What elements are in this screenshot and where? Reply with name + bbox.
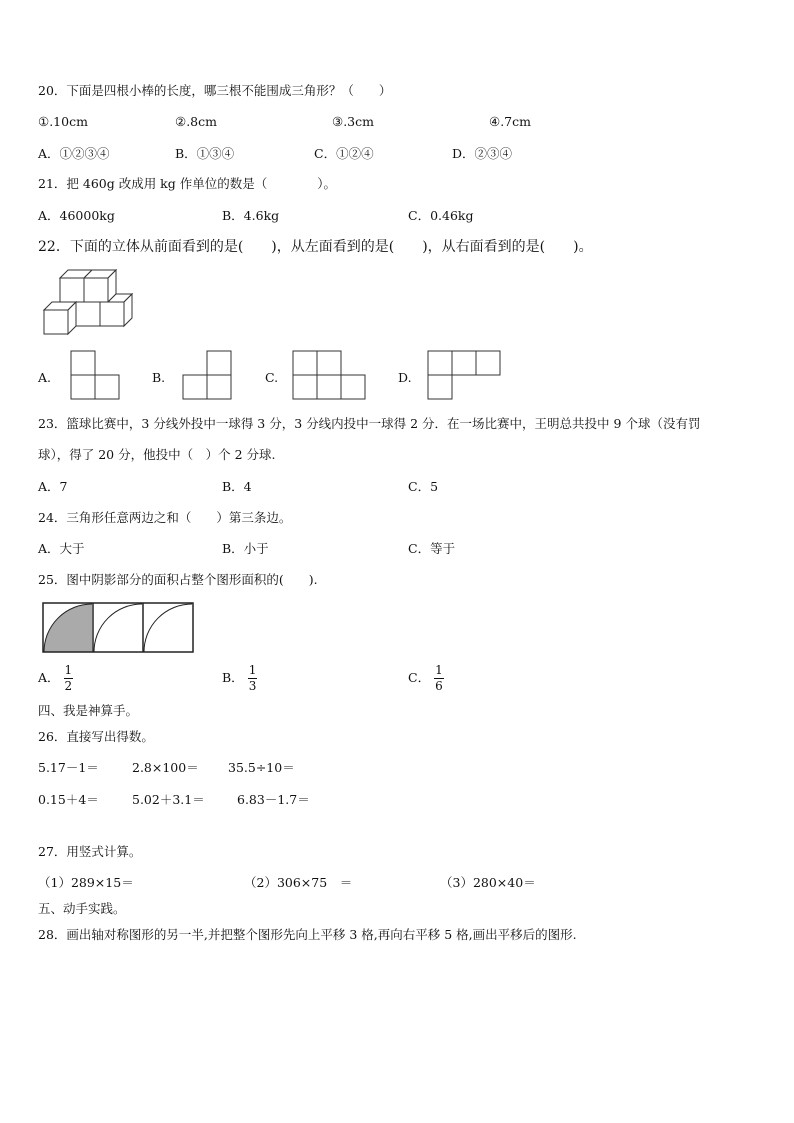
- q24-option-b[interactable]: B．小于: [222, 541, 269, 556]
- q20-stick-1: ①.10cm: [38, 114, 88, 129]
- q25-option-a-letter: A．: [38, 669, 60, 685]
- q22-option-d-figure: [427, 350, 501, 402]
- q25-option-c[interactable]: [408, 664, 444, 692]
- q26-expr-1: 5.17－1＝: [38, 760, 99, 775]
- q23-stem-line1: 23．篮球比赛中，3 分线外投中一球得 3 分，3 分线内投中一球得 2 分．在一场比赛中，王明总共投中 9 个球（没有罚: [38, 416, 701, 431]
- q27-item-1: （1）289×15＝: [38, 875, 134, 890]
- q22-stem: 22．下面的立体从前面看到的是( )，从左面看到的是( )，从右面看到的是( )。: [38, 239, 593, 255]
- q24-option-a[interactable]: A．大于: [38, 541, 85, 556]
- q20-stick-4: ④.7cm: [489, 114, 531, 129]
- q20-option-a[interactable]: A．①②③④: [38, 146, 110, 161]
- q22-option-d[interactable]: D.: [398, 370, 412, 385]
- q26-expr-5: 5.02＋3.1＝: [132, 792, 205, 807]
- q26-expr-3: 35.5÷10＝: [228, 760, 295, 775]
- fraction-numerator: 1: [435, 663, 443, 677]
- q22-option-a[interactable]: A.: [38, 370, 52, 385]
- q22-option-c-figure: [292, 350, 366, 402]
- q23-option-b[interactable]: B．4: [222, 479, 252, 494]
- section-4-heading: 四、我是神算手。: [38, 703, 139, 718]
- q23-stem-line2: 球），得了 20 分，他投中（ ）个 2 分球.: [38, 447, 276, 462]
- q20-option-b[interactable]: B．①③④: [175, 146, 235, 161]
- q27-stem: 27．用竖式计算。: [38, 844, 142, 859]
- q22-option-b-figure: [182, 350, 232, 402]
- q27-item-2: （2）306×75 ＝: [244, 875, 353, 890]
- section-5-heading: 五、动手实践。: [38, 901, 126, 916]
- q22-option-b[interactable]: B.: [152, 370, 166, 385]
- q20-option-d[interactable]: D．②③④: [452, 146, 513, 161]
- q24-option-c[interactable]: C．等于: [408, 541, 456, 556]
- q21-stem: 21．把 460g 改成用 kg 作单位的数是（ ）。: [38, 176, 336, 191]
- q25-option-c-fraction: [434, 664, 444, 692]
- q26-expr-6: 6.83－1.7＝: [237, 792, 310, 807]
- q20-stem: 20．下面是四根小棒的长度，哪三根不能围成三角形？（ ）: [38, 83, 392, 98]
- q21-option-c[interactable]: C．0.46kg: [408, 208, 474, 223]
- q20-stick-3: ③.3cm: [332, 114, 374, 129]
- fraction-denominator: 2: [64, 678, 73, 693]
- q22-option-a-figure: [70, 350, 120, 402]
- q24-stem: 24．三角形任意两边之和（ ）第三条边。: [38, 510, 292, 525]
- fraction-denominator: 3: [248, 678, 257, 693]
- q25-option-b-fraction: [248, 664, 258, 692]
- q23-option-a[interactable]: A．7: [38, 479, 68, 494]
- q22-solid-figure: [40, 268, 140, 338]
- q20-stick-2: ②.8cm: [175, 114, 217, 129]
- q27-item-3: （3）280×40＝: [440, 875, 536, 890]
- q25-shaded-figure: [42, 602, 196, 654]
- q20-option-c[interactable]: C．①②④: [314, 146, 374, 161]
- q25-option-b[interactable]: [222, 664, 257, 692]
- q26-expr-4: 0.15＋4＝: [38, 792, 99, 807]
- q21-option-b[interactable]: B．4.6kg: [222, 208, 280, 223]
- q28-stem: 28．画出轴对称图形的另一半,并把整个图形先向上平移 3 格,再向右平移 5 格,画出平移后的图形.: [38, 927, 577, 942]
- fraction-numerator: 1: [248, 663, 257, 677]
- q25-stem: 25．图中阴影部分的面积占整个图形面积的( ).: [38, 572, 318, 587]
- q25-option-a-fraction: [64, 664, 74, 692]
- q25-option-c-letter: C．: [408, 669, 431, 685]
- q21-option-a[interactable]: A．46000kg: [38, 208, 115, 223]
- q26-expr-2: 2.8×100＝: [132, 760, 199, 775]
- q25-option-b-letter: B．: [222, 669, 244, 685]
- fraction-numerator: 1: [64, 663, 73, 677]
- q25-option-a[interactable]: [38, 664, 73, 692]
- fraction-denominator: 6: [435, 678, 443, 693]
- q22-option-c[interactable]: C.: [265, 370, 279, 385]
- q26-stem: 26．直接写出得数。: [38, 729, 154, 744]
- q23-option-c[interactable]: C．5: [408, 479, 439, 494]
